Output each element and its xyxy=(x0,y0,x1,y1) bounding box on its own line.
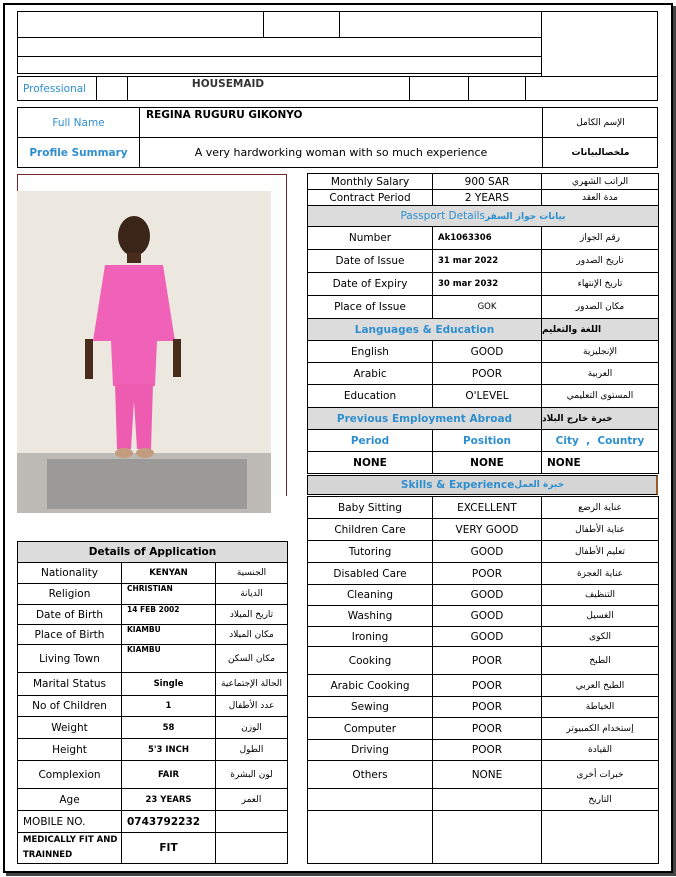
app-label: Complexion xyxy=(18,761,122,789)
app-label-ar: لون البشرة xyxy=(216,761,288,789)
app-label: Place of Birth xyxy=(18,625,122,645)
top-blank-row-2 xyxy=(17,37,542,57)
skills-title-ar: خبرة العمل xyxy=(514,480,565,490)
blank-cell xyxy=(308,811,433,864)
profile-summary-label: Profile Summary xyxy=(29,146,128,159)
passport-row xyxy=(308,273,659,296)
application-header-row xyxy=(18,542,288,563)
app-value: 58 xyxy=(122,717,216,739)
education-label-ar: المستوى التعليمي xyxy=(542,385,659,408)
skill-label-ar: خبرات أخرى xyxy=(542,761,659,789)
english-label: English xyxy=(308,341,433,363)
app-label-ar: مكان السكن xyxy=(216,645,288,673)
applicant-photo xyxy=(17,191,271,513)
salary-row xyxy=(308,174,659,190)
photo-neck xyxy=(127,253,141,263)
full-name-value: REGINA RUGURU GIKONYO xyxy=(146,109,303,121)
passport-row xyxy=(308,250,659,273)
passport-title-ar: بيانات جواز السفر xyxy=(484,212,566,222)
passport-number-label-ar: رقم الجواز xyxy=(542,227,659,250)
profile-summary-value: A very hardworking woman with so much experience xyxy=(194,146,488,159)
skill-label-ar: التاريخ xyxy=(542,789,659,811)
skill-label-ar: عناية الأطفال xyxy=(542,519,659,541)
contract-period-row xyxy=(308,190,659,206)
photo-left-arm xyxy=(85,339,93,379)
skill-blank-row xyxy=(308,811,659,864)
salary-label-ar: الراتب الشهري xyxy=(542,174,659,190)
skill-label-ar: التنظيف xyxy=(542,585,659,606)
english-label-ar: الإنجليزية xyxy=(542,341,659,363)
languages-header-row xyxy=(308,319,659,341)
app-label: Date of Birth xyxy=(18,605,122,625)
skill-label-ar: الطبخ العربي xyxy=(542,675,659,697)
app-label-ar: عدد الأطفال xyxy=(216,696,288,717)
salary-value: 900 SAR xyxy=(433,174,542,190)
application-title: Details of Application xyxy=(18,542,288,563)
app-label: Marital Status xyxy=(18,673,122,696)
skill-value: POOR xyxy=(433,647,542,675)
app-label-ar: الجنسية xyxy=(216,563,288,584)
app-label: No of Children xyxy=(18,696,122,717)
place-of-issue-value: GOK xyxy=(433,296,542,319)
row-divider xyxy=(468,76,469,101)
contract-period-value: 2 YEARS xyxy=(433,190,542,206)
employment-title: Previous Employment Abroad xyxy=(308,408,542,430)
app-label: Living Town xyxy=(18,645,122,673)
skill-value: GOOD xyxy=(433,541,542,563)
blank-cell xyxy=(216,833,288,864)
skill-row xyxy=(308,497,659,519)
skill-label-ar: الطبخ xyxy=(542,647,659,675)
contract-period-label-ar: مدة العقد xyxy=(542,190,659,206)
passport-number-value: Ak1063306 xyxy=(433,227,542,250)
app-value: KENYAN xyxy=(122,563,216,584)
issue-date-label: Date of Issue xyxy=(308,250,433,273)
issue-date-label-ar: تاريخ الصدور xyxy=(542,250,659,273)
photo-box xyxy=(17,191,271,513)
app-value: KIAMBU xyxy=(122,625,216,645)
app-label: Age xyxy=(18,789,122,811)
app-label: Religion xyxy=(18,584,122,605)
app-value: CHRISTIAN xyxy=(122,584,216,605)
skill-label-ar: الكوى xyxy=(542,627,659,647)
skill-label-ar: الخياطة xyxy=(542,697,659,718)
skill-label: Driving xyxy=(308,740,433,761)
skill-label xyxy=(308,789,433,811)
skill-row xyxy=(308,761,659,789)
application-row xyxy=(18,584,288,605)
skill-label: Disabled Care xyxy=(308,563,433,585)
place-of-issue-label: Place of Issue xyxy=(308,296,433,319)
skills-title: Skills & Experience xyxy=(400,479,515,491)
skill-label: Arabic Cooking xyxy=(308,675,433,697)
app-label-ar: الديانة xyxy=(216,584,288,605)
skill-label: Ironing xyxy=(308,627,433,647)
medical-row xyxy=(18,833,288,864)
skill-value: POOR xyxy=(433,718,542,740)
app-label: Nationality xyxy=(18,563,122,584)
languages-title-ar: اللغة والتعليم xyxy=(542,319,659,341)
row-divider xyxy=(139,107,140,138)
employment-columns-row xyxy=(308,430,659,452)
photo-mat xyxy=(47,459,247,509)
salary-label: Monthly Salary xyxy=(308,174,433,190)
education-row xyxy=(308,385,659,408)
employment-col-position: Position xyxy=(433,430,542,452)
arabic-value: POOR xyxy=(433,363,542,385)
app-value: 14 FEB 2002 xyxy=(122,605,216,625)
app-label-ar: تاريخ الميلاد xyxy=(216,605,288,625)
application-row xyxy=(18,645,288,673)
passport-row xyxy=(308,296,659,319)
application-table xyxy=(17,541,288,864)
app-value: 23 YEARS xyxy=(122,789,216,811)
employment-period: NONE xyxy=(308,452,433,474)
skill-row xyxy=(308,563,659,585)
languages-title: Languages & Education xyxy=(308,319,542,341)
arabic-label: Arabic xyxy=(308,363,433,385)
row-divider xyxy=(525,76,526,101)
full-name-label-ar: الإسم الكامل xyxy=(576,117,625,128)
skill-value: POOR xyxy=(433,675,542,697)
language-row xyxy=(308,341,659,363)
mobile-value: 0743792232 xyxy=(122,811,216,833)
skill-value: POOR xyxy=(433,740,542,761)
employment-header-row xyxy=(308,408,659,430)
english-value: GOOD xyxy=(433,341,542,363)
mobile-row xyxy=(18,811,288,833)
skill-value: GOOD xyxy=(433,606,542,627)
education-value: O'LEVEL xyxy=(433,385,542,408)
app-label-ar: مكان الميلاد xyxy=(216,625,288,645)
skill-value: VERY GOOD xyxy=(433,519,542,541)
row-divider xyxy=(96,76,97,101)
skill-row xyxy=(308,697,659,718)
app-label: Weight xyxy=(18,717,122,739)
application-row xyxy=(18,739,288,761)
passport-number-label: Number xyxy=(308,227,433,250)
skill-row xyxy=(308,718,659,740)
employment-title-ar: خبرة خارج البلاد xyxy=(542,408,659,430)
skill-label-ar: القيادة xyxy=(542,740,659,761)
blank-cell xyxy=(216,811,288,833)
application-row xyxy=(18,717,288,739)
skill-label: Computer xyxy=(308,718,433,740)
skill-label: Baby Sitting xyxy=(308,497,433,519)
education-label: Education xyxy=(308,385,433,408)
passport-header-row xyxy=(308,206,659,227)
medical-label: MEDICALLY FIT AND TRAINNED xyxy=(18,833,122,864)
skill-label: Washing xyxy=(308,606,433,627)
arabic-label-ar: العربية xyxy=(542,363,659,385)
skill-row xyxy=(308,519,659,541)
skill-label-ar: عناية العجزة xyxy=(542,563,659,585)
application-row xyxy=(18,563,288,584)
app-label-ar: الطول xyxy=(216,739,288,761)
application-row xyxy=(18,761,288,789)
skill-label-ar: إستخدام الكمبيوتر xyxy=(542,718,659,740)
mobile-label: MOBILE NO. xyxy=(18,811,122,833)
skills-table xyxy=(307,496,659,864)
application-row xyxy=(18,673,288,696)
skill-label: Others xyxy=(308,761,433,789)
employment-location: NONE xyxy=(542,452,659,474)
application-row xyxy=(18,789,288,811)
skill-label: Cooking xyxy=(308,647,433,675)
top-divider-2 xyxy=(339,11,340,38)
contract-period-label: Contract Period xyxy=(308,190,433,206)
skill-value: POOR xyxy=(433,563,542,585)
position-value: HOUSEMAID xyxy=(191,78,265,90)
skill-label: Cleaning xyxy=(308,585,433,606)
app-value: FAIR xyxy=(122,761,216,789)
skill-value: GOOD xyxy=(433,585,542,606)
photo-head xyxy=(118,216,150,256)
app-value: KIAMBU xyxy=(122,645,216,673)
blank-cell xyxy=(433,811,542,864)
skill-value: EXCELLENT xyxy=(433,497,542,519)
profile-summary-label-ar: ملخصالبيانات xyxy=(571,147,630,158)
medical-value: FIT xyxy=(122,833,216,864)
application-row xyxy=(18,625,288,645)
skill-label: Children Care xyxy=(308,519,433,541)
skill-value: NONE xyxy=(433,761,542,789)
skill-label-ar: الغسيل xyxy=(542,606,659,627)
photo-right-arm xyxy=(173,339,181,377)
contract-passport-table xyxy=(307,173,659,474)
skill-value: GOOD xyxy=(433,627,542,647)
app-label: Height xyxy=(18,739,122,761)
expiry-date-label: Date of Expiry xyxy=(308,273,433,296)
logo-box xyxy=(541,11,658,77)
full-name-label: Full Name xyxy=(52,116,105,129)
employment-row xyxy=(308,452,659,474)
photo-right-shoe xyxy=(136,448,154,458)
app-label-ar: الوزن xyxy=(216,717,288,739)
skill-row xyxy=(308,789,659,811)
skill-label-ar: عناية الرضع xyxy=(542,497,659,519)
app-value: 1 xyxy=(122,696,216,717)
skill-row xyxy=(308,606,659,627)
place-of-issue-label-ar: مكان الصدور xyxy=(542,296,659,319)
top-blank-row-1 xyxy=(17,11,542,38)
employment-col-location: City , Country xyxy=(542,430,659,452)
passport-row xyxy=(308,227,659,250)
professional-row xyxy=(17,76,658,101)
app-label-ar: العمر xyxy=(216,789,288,811)
expiry-date-label-ar: تاريخ الإنتهاء xyxy=(542,273,659,296)
app-label-ar: الحالة الإجتماعية xyxy=(216,673,288,696)
application-row xyxy=(18,605,288,625)
issue-date-value: 31 mar 2022 xyxy=(433,250,542,273)
professional-label: Professional xyxy=(23,82,87,95)
skill-label: Sewing xyxy=(308,697,433,718)
language-row xyxy=(308,363,659,385)
skill-row xyxy=(308,675,659,697)
expiry-date-value: 30 mar 2032 xyxy=(433,273,542,296)
app-value: Single xyxy=(122,673,216,696)
skill-row xyxy=(308,585,659,606)
skill-row xyxy=(308,627,659,647)
skill-value: POOR xyxy=(433,697,542,718)
employment-position: NONE xyxy=(433,452,542,474)
top-divider-1 xyxy=(263,11,264,38)
skills-header-text xyxy=(307,475,658,495)
skill-value xyxy=(433,789,542,811)
photo-left-shoe xyxy=(115,448,133,458)
top-blank-row-3 xyxy=(17,56,542,74)
skill-row xyxy=(308,647,659,675)
passport-header xyxy=(308,206,659,227)
skill-row xyxy=(308,541,659,563)
skill-label-ar: تعليم الأطفال xyxy=(542,541,659,563)
blank-cell xyxy=(542,811,659,864)
skill-row xyxy=(308,740,659,761)
row-divider xyxy=(409,76,410,101)
app-value: 5'3 INCH xyxy=(122,739,216,761)
skill-label: Tutoring xyxy=(308,541,433,563)
application-row xyxy=(18,696,288,717)
employment-col-period: Period xyxy=(308,430,433,452)
passport-title: Passport Details xyxy=(400,210,485,222)
